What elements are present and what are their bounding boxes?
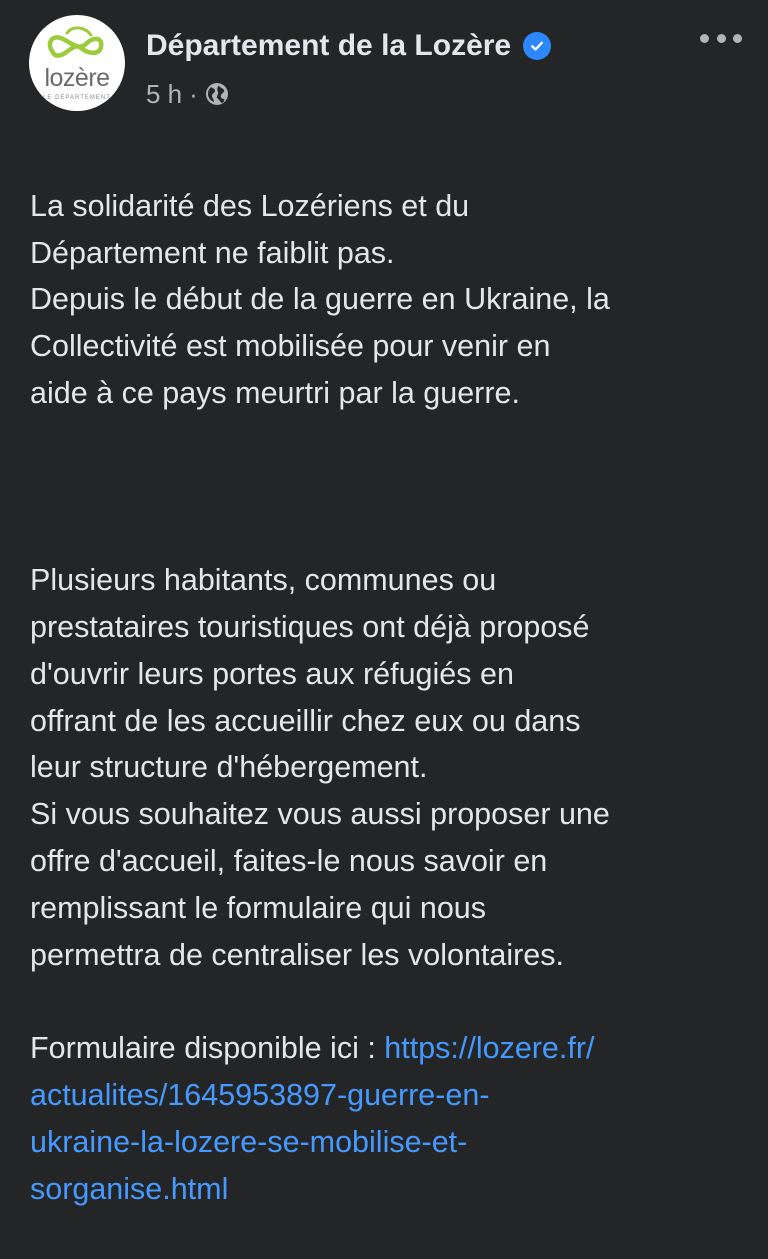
more-dot (717, 34, 726, 43)
post-paragraph-1: La solidarité des Lozériens et du Département ne faiblit pas. Depuis le début de la guerre en Ukraine, la Collectivité est mobilisée pour venir en aide à ce pays meurtri par la guerre. (30, 188, 610, 410)
form-link[interactable]: https://lozere.fr/ actualites/1645953897-guerre-en- ukraine-la-lozere-se-mobilise-et- sorganise.html (30, 1031, 595, 1206)
post-timestamp[interactable]: 5 h (146, 78, 183, 109)
verified-badge-icon (523, 32, 551, 60)
link-intro: Formulaire disponible ici : (30, 1031, 385, 1066)
logo-subtext: LE DÉPARTEMENT (43, 95, 111, 101)
post-text (30, 136, 750, 1259)
post-header (0, 0, 768, 130)
post-paragraph-2: Plusieurs habitants, communes ou prestataires touristiques ont déjà proposé d'ouvrir leurs portes aux réfugiés en offrant de les accueillir chez eux ou dans leur structure d'hébergement. Si vous souhaitez vous aussi proposer une offre d'accueil, faites-le nous savoir en remplissant le formulaire qui nous permettra de centraliser les volontaires. (30, 563, 610, 972)
more-dot (733, 34, 742, 43)
more-dot (700, 34, 709, 43)
logo-wordmark: lozère (44, 64, 110, 92)
author-row (146, 26, 551, 66)
post-link-line (30, 1025, 750, 1212)
globe-icon[interactable] (205, 82, 229, 106)
meta-separator: · (189, 78, 198, 109)
paragraph-spacer (30, 464, 750, 511)
more-options-button[interactable] (700, 28, 742, 48)
post-meta (146, 77, 229, 111)
page-avatar[interactable] (29, 15, 125, 111)
page-name-link[interactable]: Département de la Lozère (146, 29, 512, 62)
